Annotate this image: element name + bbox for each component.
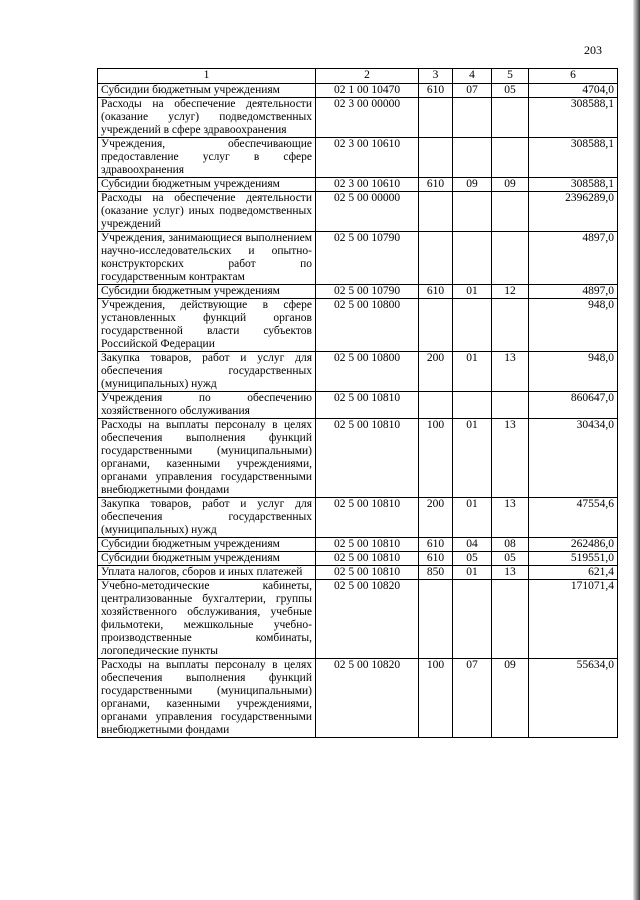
row-name: Субсидии бюджетным учреждениям [98, 552, 316, 566]
row-rz: 01 [453, 419, 492, 498]
row-rz: 01 [453, 352, 492, 392]
row-vr: 200 [419, 498, 453, 538]
table-row [98, 352, 618, 392]
row-name: Учебно-методические кабинеты, централизованные бухгалтерии, группы хозяйственного обслуживания, учебные фильмотеки, межшкольные учебно-производственные комбинаты, логопедические пункты [98, 580, 316, 659]
header-col-3: 3 [419, 69, 453, 84]
row-name: Учреждения по обеспечению хозяйственного обслуживания [98, 392, 316, 419]
row-name: Закупка товаров, работ и услуг для обеспечения государственных (муниципальных) нужд [98, 352, 316, 392]
row-pr: 13 [492, 419, 529, 498]
table-row [98, 498, 618, 538]
row-rz: 01 [453, 285, 492, 299]
row-code: 02 5 00 10810 [316, 392, 419, 419]
row-sum: 308588,1 [529, 138, 618, 178]
row-vr: 610 [419, 285, 453, 299]
row-rz [453, 138, 492, 178]
row-name: Учреждения, занимающиеся выполнением научно-исследовательских и опытно-конструкторских работ по государственным контрактам [98, 232, 316, 285]
row-code: 02 5 00 00000 [316, 192, 419, 232]
table-row [98, 580, 618, 659]
row-rz: 07 [453, 84, 492, 98]
row-code: 02 5 00 10820 [316, 580, 419, 659]
row-vr: 200 [419, 352, 453, 392]
row-vr [419, 232, 453, 285]
row-rz [453, 232, 492, 285]
row-pr: 13 [492, 352, 529, 392]
table-row [98, 419, 618, 498]
row-name: Уплата налогов, сборов и иных платежей [98, 566, 316, 580]
row-sum: 47554,6 [529, 498, 618, 538]
table-row [98, 178, 618, 192]
row-pr [492, 392, 529, 419]
row-vr [419, 98, 453, 138]
row-sum: 308588,1 [529, 98, 618, 138]
table-row [98, 566, 618, 580]
header-col-5: 5 [492, 69, 529, 84]
row-code: 02 5 00 10810 [316, 552, 419, 566]
row-name: Учреждения, обеспечивающие предоставление услуг в сфере здравоохранения [98, 138, 316, 178]
row-rz: 07 [453, 659, 492, 738]
row-code: 02 1 00 10470 [316, 84, 419, 98]
row-vr: 850 [419, 566, 453, 580]
row-name: Расходы на обеспечение деятельности (оказание услуг) подведомственных учреждений в сфере здравоохранения [98, 98, 316, 138]
row-vr: 100 [419, 419, 453, 498]
row-rz [453, 299, 492, 352]
row-pr: 13 [492, 566, 529, 580]
header-row [98, 69, 618, 84]
table-row [98, 84, 618, 98]
header-col-1: 1 [98, 69, 316, 84]
row-sum: 948,0 [529, 352, 618, 392]
row-pr: 09 [492, 659, 529, 738]
row-code: 02 5 00 10800 [316, 352, 419, 392]
row-code: 02 5 00 10810 [316, 498, 419, 538]
row-vr: 610 [419, 178, 453, 192]
row-pr [492, 299, 529, 352]
table-row [98, 552, 618, 566]
table-row [98, 138, 618, 178]
budget-table [97, 68, 618, 738]
row-pr: 08 [492, 538, 529, 552]
row-code: 02 3 00 00000 [316, 98, 419, 138]
row-sum: 4897,0 [529, 285, 618, 299]
table-row [98, 659, 618, 738]
row-vr [419, 392, 453, 419]
row-vr: 610 [419, 84, 453, 98]
row-rz [453, 192, 492, 232]
row-vr: 610 [419, 552, 453, 566]
row-name: Субсидии бюджетным учреждениям [98, 538, 316, 552]
row-code: 02 5 00 10810 [316, 538, 419, 552]
header-col-6: 6 [529, 69, 618, 84]
row-sum: 262486,0 [529, 538, 618, 552]
row-vr: 610 [419, 538, 453, 552]
page-number: 203 [584, 43, 602, 57]
row-vr [419, 299, 453, 352]
row-rz: 04 [453, 538, 492, 552]
row-vr [419, 580, 453, 659]
row-pr [492, 138, 529, 178]
row-pr: 09 [492, 178, 529, 192]
row-name: Субсидии бюджетным учреждениям [98, 285, 316, 299]
row-pr [492, 192, 529, 232]
row-code: 02 5 00 10790 [316, 232, 419, 285]
row-sum: 860647,0 [529, 392, 618, 419]
row-pr [492, 232, 529, 285]
row-name: Субсидии бюджетным учреждениям [98, 84, 316, 98]
row-rz: 01 [453, 498, 492, 538]
row-name: Закупка товаров, работ и услуг для обеспечения государственных (муниципальных) нужд [98, 498, 316, 538]
row-vr: 100 [419, 659, 453, 738]
table-row [98, 538, 618, 552]
table-row [98, 392, 618, 419]
page-edge-shadow [633, 0, 640, 900]
row-sum: 55634,0 [529, 659, 618, 738]
row-code: 02 3 00 10610 [316, 138, 419, 178]
row-code: 02 5 00 10810 [316, 566, 419, 580]
table-row [98, 98, 618, 138]
row-code: 02 3 00 10610 [316, 178, 419, 192]
row-sum: 308588,1 [529, 178, 618, 192]
row-code: 02 5 00 10790 [316, 285, 419, 299]
table-row [98, 285, 618, 299]
row-pr: 05 [492, 84, 529, 98]
table-row [98, 232, 618, 285]
row-name: Расходы на обеспечение деятельности (оказание услуг) иных подведомственных учреждений [98, 192, 316, 232]
row-vr [419, 138, 453, 178]
row-code: 02 5 00 10800 [316, 299, 419, 352]
row-pr [492, 98, 529, 138]
table-row [98, 299, 618, 352]
row-pr: 13 [492, 498, 529, 538]
table-row [98, 192, 618, 232]
header-col-2: 2 [316, 69, 419, 84]
row-sum: 171071,4 [529, 580, 618, 659]
row-rz [453, 392, 492, 419]
row-name: Расходы на выплаты персоналу в целях обеспечения выполнения функций государственными (муниципальными) органами, казенными учреждениями, органами управления государственными внебюджетными фондами [98, 419, 316, 498]
row-name: Субсидии бюджетным учреждениям [98, 178, 316, 192]
table-body [98, 84, 618, 738]
row-sum: 948,0 [529, 299, 618, 352]
row-code: 02 5 00 10810 [316, 419, 419, 498]
header-col-4: 4 [453, 69, 492, 84]
row-sum: 621,4 [529, 566, 618, 580]
row-rz [453, 580, 492, 659]
row-name: Учреждения, действующие в сфере установленных функций органов государственной власти субъектов Российской Федерации [98, 299, 316, 352]
row-rz: 05 [453, 552, 492, 566]
row-sum: 30434,0 [529, 419, 618, 498]
row-sum: 4704,0 [529, 84, 618, 98]
row-sum: 4897,0 [529, 232, 618, 285]
row-rz: 09 [453, 178, 492, 192]
row-code: 02 5 00 10820 [316, 659, 419, 738]
row-pr [492, 580, 529, 659]
row-pr: 12 [492, 285, 529, 299]
row-name: Расходы на выплаты персоналу в целях обеспечения выполнения функций государственными (муниципальными) органами, казенными учреждениями, органами управления государственными внебюджетными фондами [98, 659, 316, 738]
row-rz: 01 [453, 566, 492, 580]
row-sum: 2396289,0 [529, 192, 618, 232]
row-pr: 05 [492, 552, 529, 566]
row-sum: 519551,0 [529, 552, 618, 566]
row-rz [453, 98, 492, 138]
row-vr [419, 192, 453, 232]
